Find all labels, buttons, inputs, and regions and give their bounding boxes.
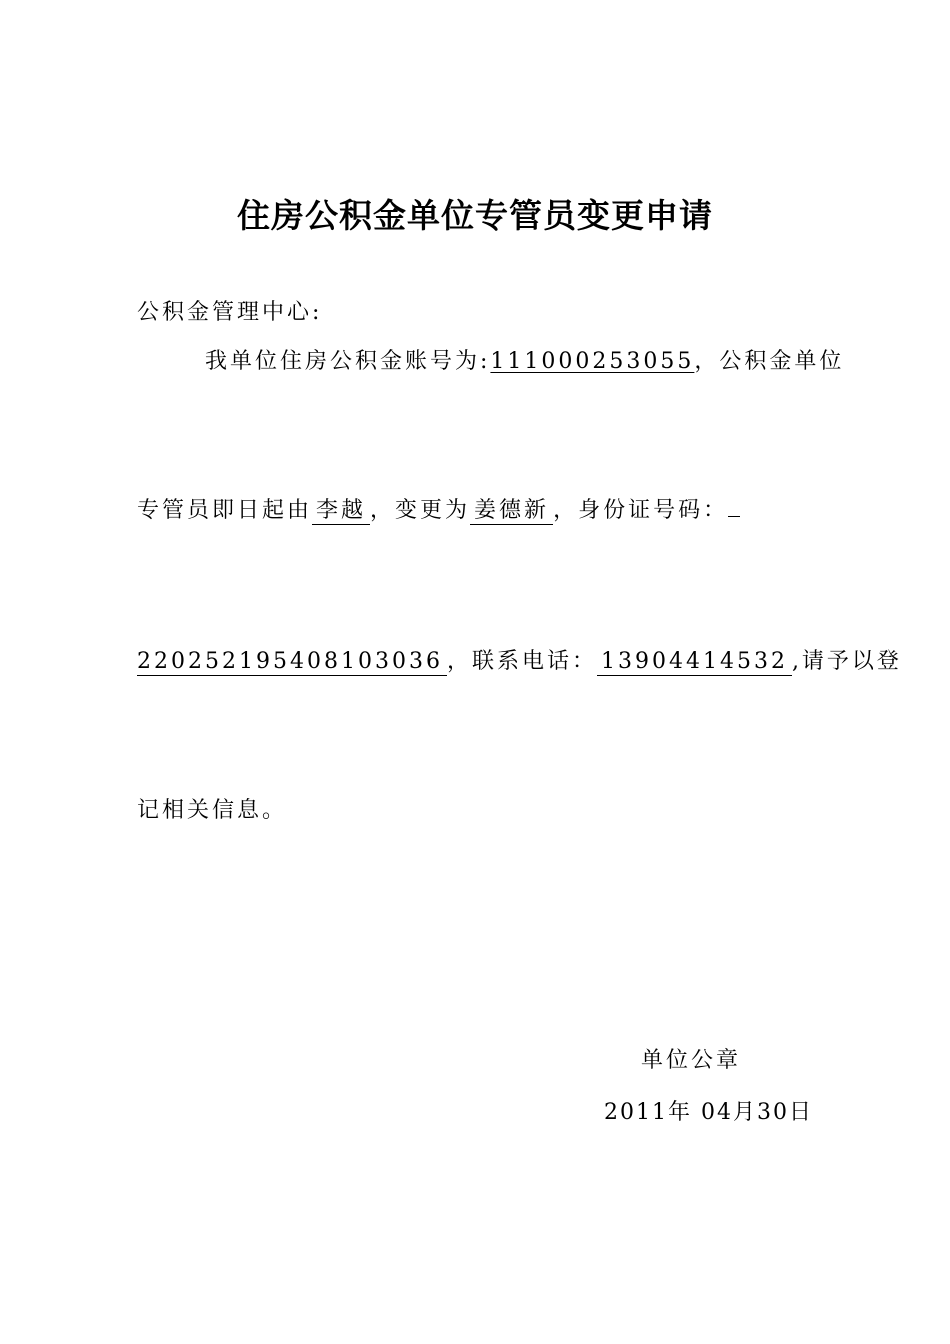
id-number-label: ，身份证号码： [553, 498, 729, 523]
phone-number: 13904414532 [597, 649, 792, 676]
id-number: 220252195408103036 [137, 649, 447, 676]
seal-label: 单位公章 [641, 1048, 742, 1073]
paragraph-line-4: 记相关信息。 [137, 798, 288, 823]
account-suffix: ，公积金单位 [694, 349, 845, 374]
addressee: 公积金管理中心: [137, 300, 323, 325]
old-manager-name: 李越 [312, 498, 370, 525]
paragraph-line-3 [137, 646, 902, 678]
account-number: 111000253055 [490, 349, 695, 374]
paragraph-line-1 [205, 346, 844, 378]
id-number-blank [728, 516, 740, 517]
document-date: 2011年 04月30日 [604, 1100, 813, 1125]
account-label: 我单位住房公积金账号为: [205, 349, 491, 374]
manager-change-label: 专管员即日起由 [137, 498, 313, 523]
paragraph-line-2 [137, 495, 740, 527]
change-to-label: ，变更为 [370, 498, 471, 523]
phone-label: ，联系电话： [446, 649, 597, 674]
new-manager-name: 姜德新 [470, 498, 553, 525]
document-title: 住房公积金单位专管员变更申请 [237, 196, 713, 235]
registration-request: ,请予以登 [791, 649, 902, 674]
